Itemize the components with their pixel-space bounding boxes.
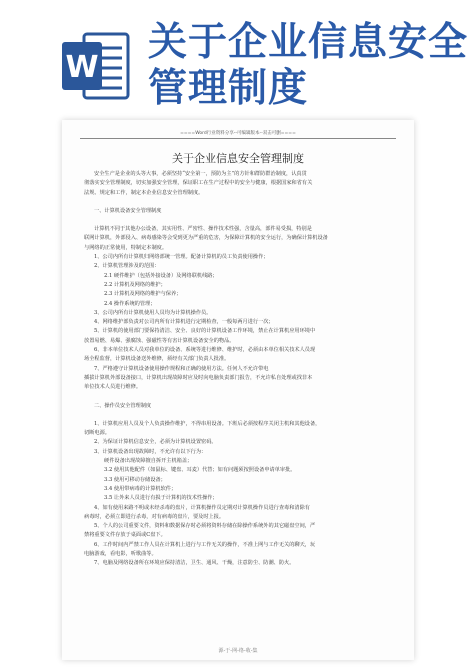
body-line: 7、严格遵守计算机设备使用操作规程和正确的使用方法。任何人不允许带电 bbox=[94, 365, 269, 372]
body-line: 6、工作时间内严禁工作人员在计算机上进行与工作无关的操作，不准上网与工作无关的聊天，玩 bbox=[94, 541, 316, 548]
body-line: 4、网络维护部负责对公司内所有计算机进行定期检查，一般每两月进行一次； bbox=[94, 319, 274, 326]
document-title: 关于企业信息安全管理制度 bbox=[172, 152, 304, 165]
word-logo-letter: W bbox=[65, 50, 99, 85]
body-line: 2、计算机管理涉及的范围： bbox=[94, 263, 160, 270]
banner bbox=[0, 0, 474, 112]
body-line: 彻落实安全管理制度，切实加强安全管理，保证职工在生产过程中的安全与健康，根据国家和省有关 bbox=[84, 180, 313, 187]
body-line: 3.5 让外来人员进行有损于计算机的技术性操作； bbox=[104, 495, 218, 502]
body-line: 2、为保证计算机信息安全，必须为计算机设置密码。 bbox=[94, 439, 217, 446]
body-line: 7、电脑及网络设备所在环境应保持清洁，卫生、通风、干燥，注意防尘、防潮、防火。 bbox=[94, 560, 295, 567]
body-line: 放置易燃、易爆、强腐蚀、强磁性等有害计算机设备安全的物品。 bbox=[84, 337, 235, 344]
header-divider bbox=[80, 138, 396, 139]
body-line: 2.4 操作系统的管理； bbox=[104, 300, 156, 307]
body-line: 联网计算机，外部侵入、病毒感染等会受到更为严重的危害，为保障计算机的安全运行，为确保计算机设备 bbox=[84, 235, 328, 242]
body-line: 场全程监督，计算机设备送外维修，须经有关部门负责人批准。 bbox=[84, 356, 230, 363]
body-line: 计算机不同于其他办公设备，其实用性、严密性、操作技术性强，含量高，部件易受损，特别是 bbox=[94, 226, 312, 233]
body-line: 一、计算机设备安全管理制度 bbox=[94, 207, 162, 214]
body-line: 禁将重要文件存放于桌面或C盘下。 bbox=[84, 532, 166, 539]
document-page bbox=[62, 120, 414, 660]
page-header: ====Word行业资料分享--可编辑版本--双击可删==== bbox=[180, 131, 296, 136]
body-line: 3.3 使用可移动存储设备； bbox=[104, 476, 166, 483]
body-line: 安全生产是企业的头等大事，必须坚持“安全第一，预防为主”的方针和群防群治制度，认真贯 bbox=[94, 171, 307, 177]
body-line: 6、非本单位技术人员对我单位的设备、系统等进行维修、维护时，必须由本单位相关技术人员现 bbox=[94, 347, 316, 354]
body-line: 3、计算机设备出现故障时，不允许有以下行为： bbox=[94, 448, 207, 455]
body-line: 电脑游戏，看电影，听歌曲等。 bbox=[84, 550, 157, 557]
body-line: 单位技术人员进行维修。 bbox=[84, 384, 142, 391]
page-footer: 源-于-网-络-收-集 bbox=[218, 648, 258, 654]
document-body bbox=[84, 170, 394, 569]
body-line: 3.2 使用其他配件（如鼠标、键盘、耳麦）代替；如有问题须按照设备申请单审批。 bbox=[104, 467, 296, 474]
body-line: 法规、规定和工作，制定本企业信息安全管理制度。 bbox=[84, 189, 204, 196]
body-line: 1、计算机应用人员及个人负责操作维护，不得串用设备。下班后必须按程序关闭主机和其他设备， bbox=[94, 420, 321, 427]
body-line: 5、计算机的使用部门要保持清洁、安全、良好的计算机设备工作环境，禁止在计算机应用环境中 bbox=[94, 328, 316, 335]
body-line: 插拔计算机外部设备接口，计算机出现故障时应及时向电脑负责部门报告，不允许私自处理或找非本 bbox=[84, 374, 313, 381]
body-line: 切断电源。 bbox=[84, 430, 110, 437]
banner-title: 关于企业信息安全管理制度 bbox=[148, 20, 469, 111]
word-document-icon bbox=[62, 28, 132, 104]
body-line: 3、公司内所有计算机使用人员均为计算机操作员。 bbox=[94, 309, 212, 316]
body-line: 病毒时，必须立即进行杀毒，对有病毒的盘片，要及时上报。 bbox=[84, 513, 225, 520]
body-line: 硬件设备出现故障擅自拆开主机箱盖； bbox=[104, 458, 193, 465]
body-line: 二、操作员安全管理制度 bbox=[94, 402, 152, 409]
body-line: 5、个人的公司重要文件，资料和数据保存时必须将资料存储在除操作系统外的其它磁盘空间，严 bbox=[94, 523, 316, 530]
body-line: 1、公司内所有计算机归网络部统一管理。配备计算机的员工负责使用操作； bbox=[94, 254, 269, 261]
body-line: 2.3 计算机及网络的维护与保养； bbox=[104, 291, 182, 298]
body-line: 与网络的正常使用，特制定本制度。 bbox=[84, 244, 168, 251]
body-line: 3.4 使用带病毒的计算机软件； bbox=[104, 485, 177, 492]
body-line: 2.1 硬件维护（包括外接设备）及网络联机线路； bbox=[104, 272, 218, 279]
body-line: 2.2 计算机及网络的维护； bbox=[104, 281, 166, 288]
body-line: 4、如有使用来路不明或未经杀毒的盘片，计算机操作员定期对计算机操作员进行查毒和清除有 bbox=[94, 504, 310, 511]
